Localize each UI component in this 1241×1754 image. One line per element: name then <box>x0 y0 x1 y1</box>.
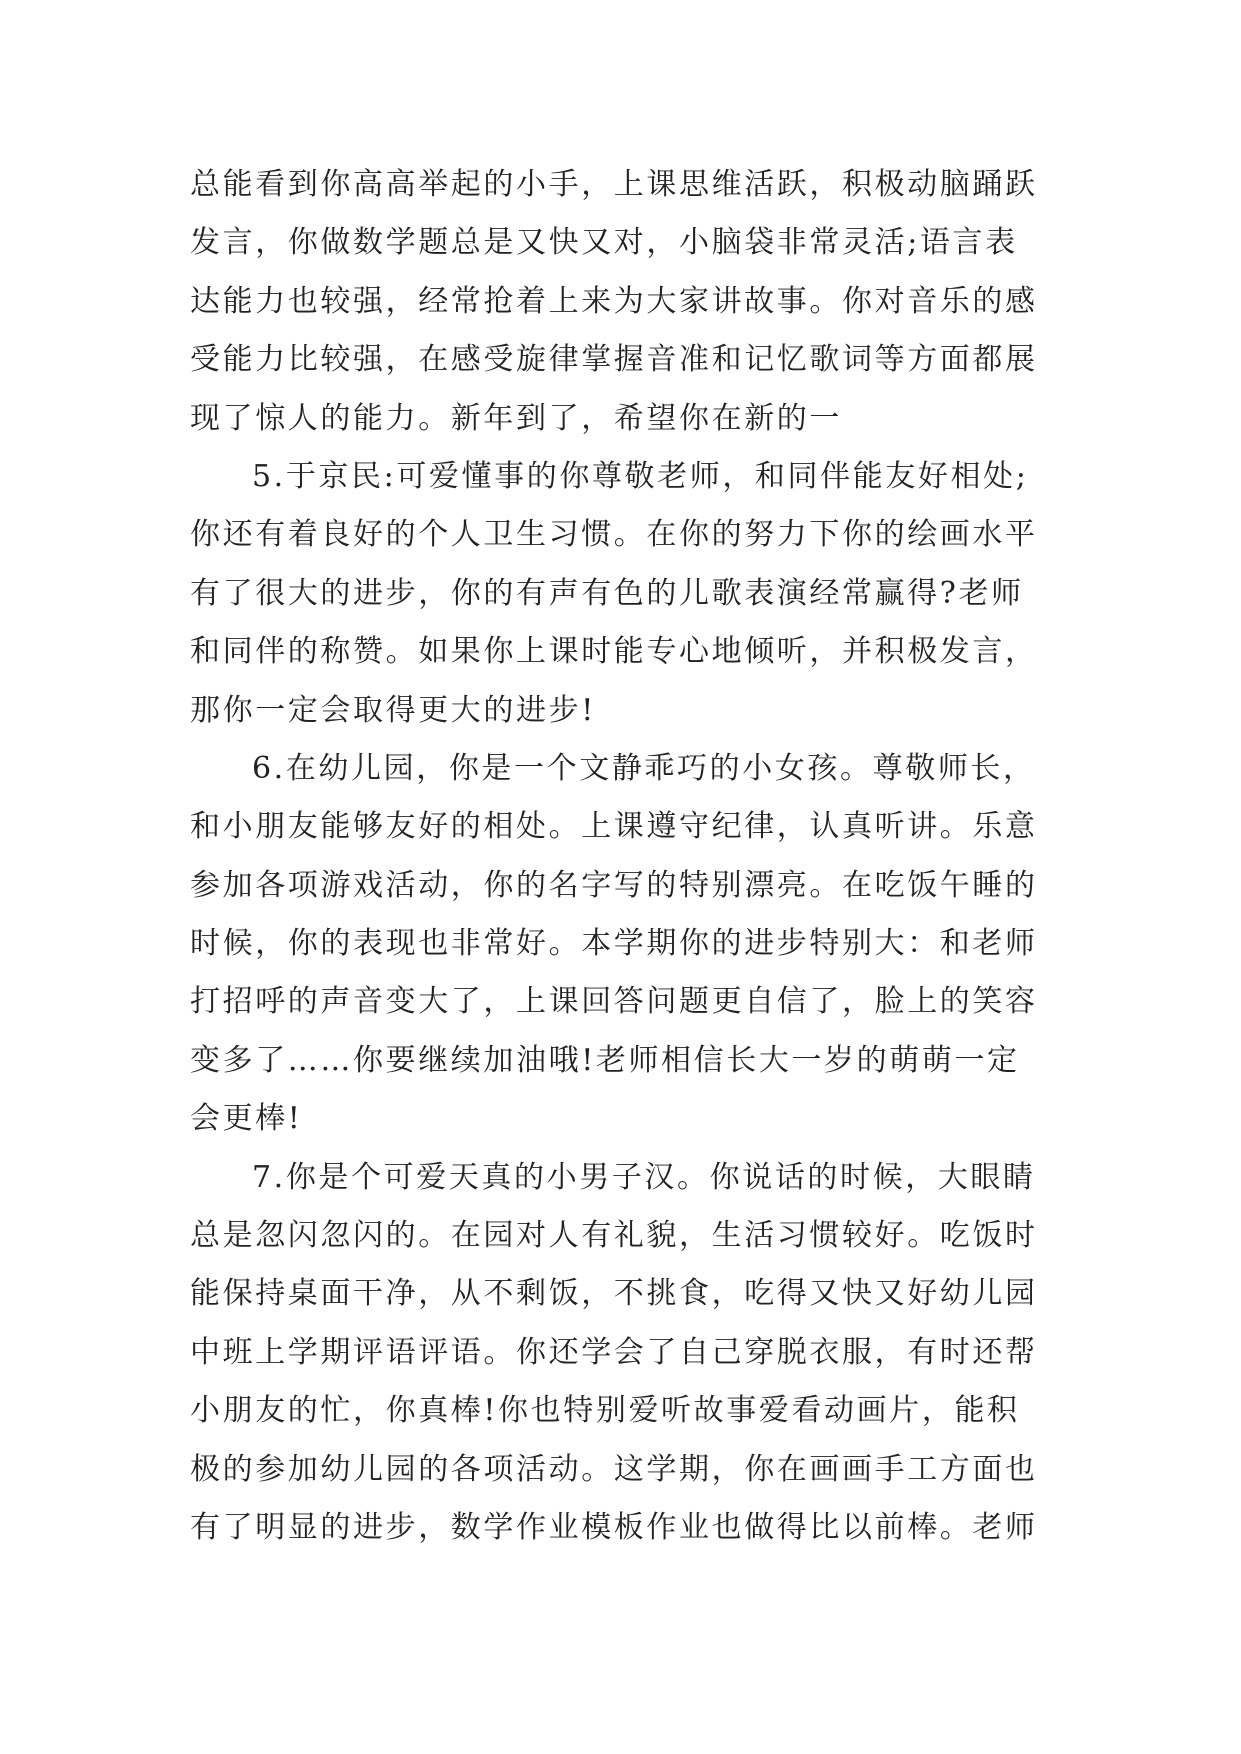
paragraph-line: 小朋友的忙，你真棒!你也特别爱听故事爱看动画片，能积 <box>190 1393 1020 1429</box>
paragraph-line: 参加各项游戏活动，你的名字写的特别漂亮。在吃饭午睡的 <box>190 867 1038 903</box>
paragraph-line: 打招呼的声音变大了，上课回答问题更自信了，脸上的笑容 <box>190 984 1038 1020</box>
item-number: 7. <box>252 1159 286 1195</box>
paragraph-line: 发言，你做数学题总是又快又对，小脑袋非常灵活;语言表 <box>190 225 1018 261</box>
paragraph-line: 有了很大的进步，你的有声有色的儿歌表演经常赢得?老师 <box>190 575 1024 611</box>
paragraph-item-7 <box>190 1149 1060 1558</box>
paragraph-first-line <box>190 448 1060 506</box>
paragraph-first-line <box>190 740 1060 798</box>
paragraph-line: 中班上学期评语评语。你还学会了自己穿脱衣服，有时还帮 <box>190 1334 1038 1370</box>
paragraph-line: 在幼儿园，你是一个文静乖巧的小女孩。尊敬师长， <box>285 750 1036 786</box>
paragraph-line: 时候，你的表现也非常好。本学期你的进步特别大：和老师 <box>190 926 1038 962</box>
paragraph-line: 达能力也较强，经常抢着上来为大家讲故事。你对音乐的感 <box>190 283 1038 319</box>
paragraph-item-6 <box>190 740 1060 1149</box>
paragraph-line: 会更棒! <box>190 1101 303 1137</box>
paragraph-line: 你还有着良好的个人卫生习惯。在你的努力下你的绘画水平 <box>190 517 1038 553</box>
item-number: 5. <box>252 458 286 494</box>
paragraph-line: 能保持桌面干净，从不剩饭，不挑食，吃得又快又好幼儿园 <box>190 1276 1038 1312</box>
paragraph-line: 极的参加幼儿园的各项活动。这学期，你在画画手工方面也 <box>190 1451 1038 1487</box>
paragraph-line: 有了明显的进步，数学作业模板作业也做得比以前棒。老师 <box>190 1509 1038 1545</box>
paragraph-line: 受能力比较强，在感受旋律掌握音准和记忆歌词等方面都展 <box>190 342 1038 378</box>
paragraph-line: 总能看到你高高举起的小手，上课思维活跃，积极动脑踊跃 <box>190 167 1038 202</box>
paragraph-line: 现了惊人的能力。新年到了，希望你在新的一 <box>190 400 842 436</box>
paragraph-line: 于京民:可爱懂事的你尊敬老师，和同伴能友好相处; <box>285 458 1029 494</box>
paragraph-line: 那你一定会取得更大的进步! <box>190 692 596 728</box>
paragraph-line: 变多了……你要继续加油哦!老师相信长大一岁的萌萌一定 <box>190 1042 1020 1078</box>
paragraph-line: 和同伴的称赞。如果你上课时能专心地倾听，并积极发言， <box>190 634 1038 670</box>
paragraph-item-5 <box>190 448 1060 740</box>
document-body <box>190 156 1060 1557</box>
item-number: 6. <box>252 750 286 786</box>
paragraph-first-line <box>190 1149 1060 1207</box>
paragraph-line: 你是个可爱天真的小男子汉。你说话的时候，大眼睛 <box>285 1159 1036 1195</box>
paragraph <box>190 156 1060 448</box>
paragraph-line: 和小朋友能够友好的相处。上课遵守纪律，认真听讲。乐意 <box>190 809 1038 845</box>
paragraph-line: 总是忽闪忽闪的。在园对人有礼貌，生活习惯较好。吃饭时 <box>190 1218 1038 1254</box>
